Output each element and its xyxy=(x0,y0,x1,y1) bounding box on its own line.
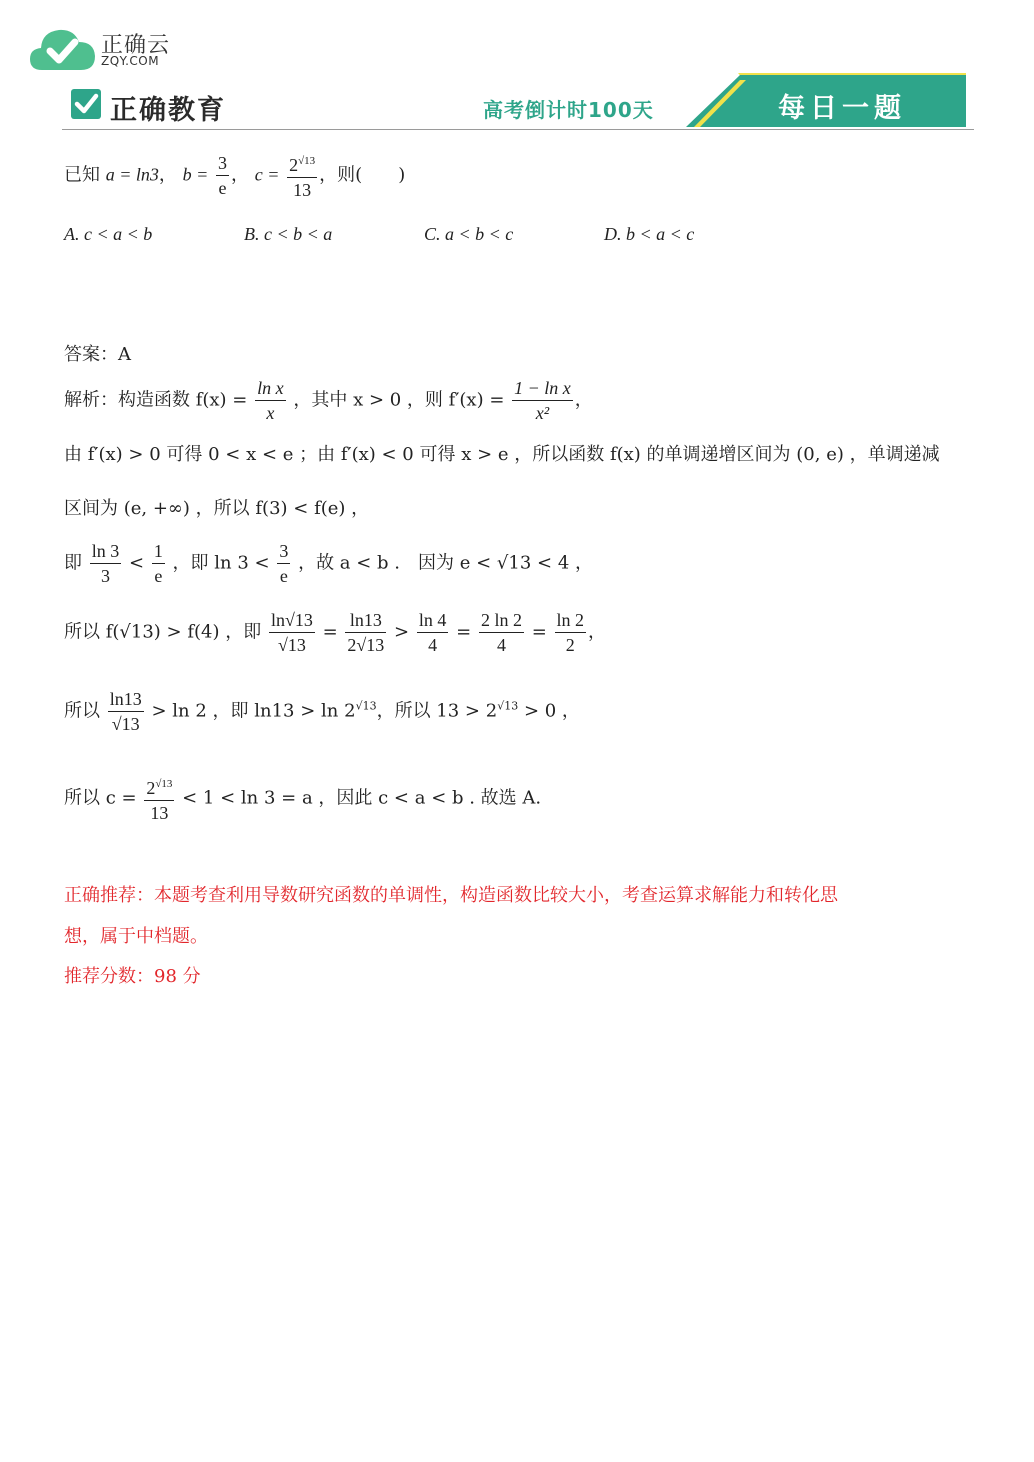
header-divider xyxy=(62,129,974,130)
edu-name: 正确教育 xyxy=(110,95,226,126)
option-a[interactable]: A. c < a < b xyxy=(64,224,153,244)
fraction-c: $\frac{2^{√13}}{13}$ xyxy=(287,149,317,202)
solution-line-5: 所以 f(√13) > f(4) ，即 $\frac{\ln√13}{√13}$ = $\frac{\ln 13}{2√13}$ > $\frac{\ln 4}{4}$ = $\frac{2 \ln 2}{4}$ = $\frac{\ln 2}{2}$ ， xyxy=(64,610,607,655)
question-stem: 已知 a = ln3， b = $\frac{3}{e}$ ， c = $\frac{2^{√13}}{13}$ ，则( ) xyxy=(64,149,405,202)
recommend-line-1: 正确推荐：本题考查利用导数研究函数的单调性，构造函数比较大小，考查运算求解能力和转化思 xyxy=(64,885,838,906)
brand-logo xyxy=(28,24,98,74)
cloud-check-icon xyxy=(28,24,98,74)
check-box-icon xyxy=(70,88,102,120)
countdown-label: 高考倒计时100天 xyxy=(483,98,654,122)
recommend-score: 推荐分数：98 分 xyxy=(64,966,201,987)
fraction-b: $\frac{3}{e}$ xyxy=(218,153,228,198)
solution-line-4: 即 $\frac{\ln 3}{3}$ < $\frac{1}{e}$ ，即 ln 3 < $\frac{3}{e}$ ，故 a < b . 因为 e < √13 < 4 ， xyxy=(64,541,593,586)
option-d[interactable]: D. b < a < c xyxy=(604,224,695,244)
solution-line-7: 所以 c = $\frac{2^{√13}}{13}$ < 1 < ln 3 = a ，因此 c < a < b . 故选 A. xyxy=(64,772,541,825)
options-row xyxy=(64,222,784,247)
solution-line-1: 解析：构造函数 f(x) = $\frac{\text{ln x}}{x}$ ，其中 x > 0 ，则 f′(x) = $\frac{\text{1 − ln x}}{\text{x²}}$ ， xyxy=(64,378,593,423)
recommend-line-2: 想，属于中档题。 xyxy=(64,926,208,947)
option-c[interactable]: C. a < b < c xyxy=(424,224,514,244)
option-b[interactable]: B. c < b < a xyxy=(244,224,333,244)
brand-name: 正确云 xyxy=(101,33,171,58)
brand-domain: ZQY.COM xyxy=(101,54,160,68)
solution-line-6: 所以 $\frac{\ln 13}{√13}$ > ln 2 ，即 $\ln 13 > \ln 2^{√13}$，所以 $13 > 2^{√13} > 0$ ， xyxy=(64,689,580,734)
answer-label: 答案：A xyxy=(64,344,131,365)
solution-line-3: 区间为 (e, +∞) ，所以 f(3) < f(e) ， xyxy=(64,498,370,519)
daily-question-label: 每日一题 xyxy=(778,93,906,124)
solution-line-2: 由 f′(x) > 0 可得 0 < x < e ；由 f′(x) < 0 可得 x > e ，所以函数 f(x) 的单调递增区间为 (0, e) ，单调递减 xyxy=(64,444,940,465)
